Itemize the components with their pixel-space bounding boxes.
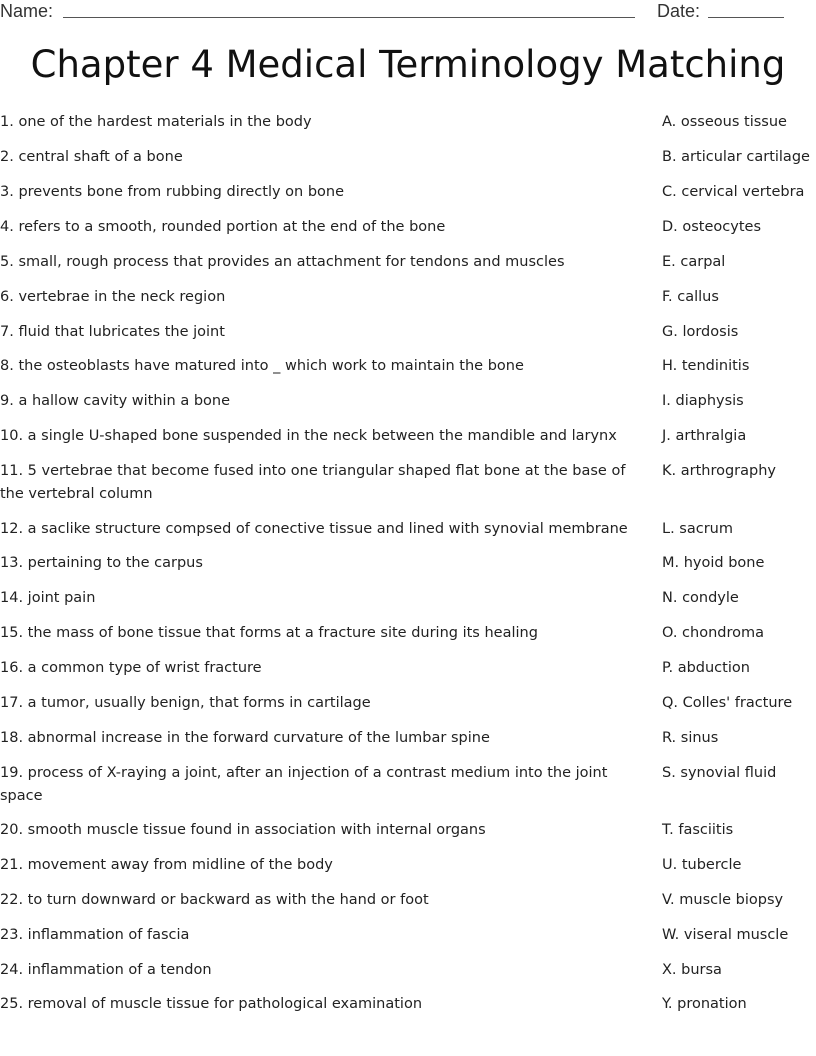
name-label: Name: — [0, 1, 54, 21]
answer-choice: H. tendinitis — [662, 358, 750, 374]
answer-choice: S. synovial fluid — [662, 765, 777, 781]
clue-text: 12. a saclike structure compsed of conective tissue and lined with synovial membrane — [0, 521, 628, 537]
clue-text: 14. joint pain — [0, 590, 96, 606]
clue-text: 25. removal of muscle tissue for pathological examination — [0, 996, 423, 1012]
answer-choice: J. arthralgia — [662, 428, 747, 444]
clue-text: 8. the osteoblasts have matured into _ which work to maintain the bone — [0, 358, 524, 374]
clue-text: 1. one of the hardest materials in the body — [0, 114, 312, 130]
header-row — [0, 0, 816, 24]
clue-text: 17. a tumor, usually benign, that forms in cartilage — [0, 695, 371, 711]
answer-choice: N. condyle — [662, 590, 739, 606]
clue-text: 7. fluid that lubricates the joint — [0, 324, 225, 340]
clue-text: 4. refers to a smooth, rounded portion at the end of the bone — [0, 219, 446, 235]
clue-text: 22. to turn downward or backward as with the hand or foot — [0, 892, 429, 908]
answer-choice: I. diaphysis — [662, 393, 744, 409]
answer-choice: C. cervical vertebra — [662, 184, 805, 200]
answer-choice: P. abduction — [662, 660, 750, 676]
clue-text: 10. a single U-shaped bone suspended in the neck between the mandible and larynx — [0, 428, 617, 444]
answer-choice: U. tubercle — [662, 857, 742, 873]
answer-choice: D. osteocytes — [662, 219, 762, 235]
clue-text: 3. prevents bone from rubbing directly on bone — [0, 184, 345, 200]
answer-choice: B. articular cartilage — [662, 149, 810, 165]
name-blank-line — [63, 17, 635, 18]
date-blank-line — [708, 17, 784, 18]
answer-choice: X. bursa — [662, 962, 722, 978]
answer-choice: L. sacrum — [662, 521, 733, 537]
answer-choice: E. carpal — [662, 254, 726, 270]
clue-text: 6. vertebrae in the neck region — [0, 289, 226, 305]
answer-choice: T. fasciitis — [662, 822, 734, 838]
clue-text: 2. central shaft of a bone — [0, 149, 183, 165]
clue-text: 20. smooth muscle tissue found in association with internal organs — [0, 822, 486, 838]
clue-text: 11. 5 vertebrae that become fused into one triangular shaped flat bone at the base of the vertebral column — [0, 463, 626, 502]
clue-text: 9. a hallow cavity within a bone — [0, 393, 231, 409]
clue-text: 15. the mass of bone tissue that forms at a fracture site during its healing — [0, 625, 538, 641]
clue-text: 13. pertaining to the carpus — [0, 555, 203, 571]
page-title: Chapter 4 Medical Terminology Matching — [30, 43, 786, 86]
answer-choice: F. callus — [662, 289, 719, 305]
answer-choice: O. chondroma — [662, 625, 764, 641]
clue-text: 21. movement away from midline of the body — [0, 857, 333, 873]
clue-text: 23. inflammation of fascia — [0, 927, 190, 943]
answer-choice: Y. pronation — [662, 996, 747, 1012]
clue-text: 18. abnormal increase in the forward curvature of the lumbar spine — [0, 730, 490, 746]
answer-choice: V. muscle biopsy — [662, 892, 784, 908]
answer-choice: K. arthrography — [662, 463, 776, 479]
clue-text: 24. inflammation of a tendon — [0, 962, 212, 978]
clue-text: 5. small, rough process that provides an attachment for tendons and muscles — [0, 254, 565, 270]
answer-choice: G. lordosis — [662, 324, 739, 340]
clue-text: 16. a common type of wrist fracture — [0, 660, 262, 676]
clue-text: 19. process of X-raying a joint, after an injection of a contrast medium into the joint space — [0, 765, 608, 804]
answer-choice: W. viseral muscle — [662, 927, 789, 943]
answer-choice: A. osseous tissue — [662, 114, 787, 130]
date-label: Date: — [657, 1, 701, 21]
answer-choice: M. hyoid bone — [662, 555, 765, 571]
answer-choice: R. sinus — [662, 730, 719, 746]
answer-choice: Q. Colles' fracture — [662, 695, 793, 711]
